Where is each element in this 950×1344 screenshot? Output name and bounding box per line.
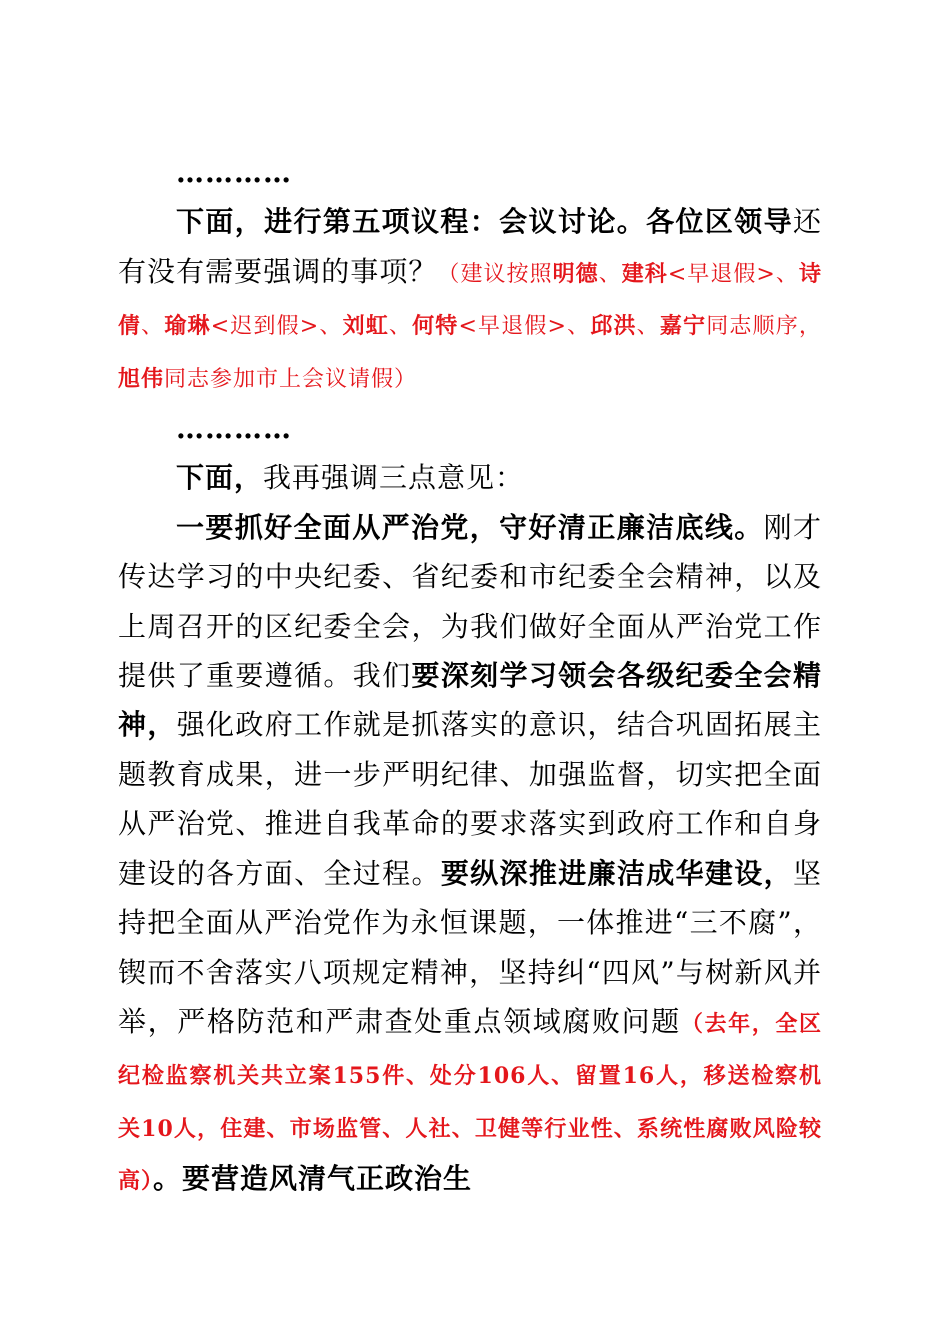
point-one-text-3: 坚持把全面从严治党作为永恒课题，一体推进“三不腐”，锲而不舍落实八项规定精神，坚持纠“四风”与树新风并举，严格防范和严肃查处重点领域腐败问题	[118, 856, 822, 1038]
speaker-order-note-segment: 刘虹	[342, 313, 389, 340]
point-one-bold-3: 。要营造风清气正政治生	[153, 1162, 473, 1196]
intro-lead: 下面，	[176, 461, 264, 495]
point-one-bold-1: 要深刻学习领会各级纪委全会精神，	[118, 659, 822, 742]
paragraph-point-one	[118, 503, 822, 1207]
speaker-order-note-segment: 、	[141, 314, 165, 340]
speaker-order-note-segment: 明德	[552, 260, 599, 287]
speaker-order-note-segment: 、	[598, 261, 622, 287]
speaker-order-note-segment: <早退假>、	[667, 261, 799, 287]
agenda-lead: 下面，进行第五项议程：会议讨论。各位区领导	[176, 205, 793, 239]
speaker-order-note-segment: 、	[636, 314, 660, 340]
agenda-question: 还有没有需要强调的事项？	[118, 205, 822, 288]
speaker-order-note-segment: 旭伟	[118, 365, 165, 392]
speaker-order-note-segment: 嘉宁	[659, 313, 707, 340]
speaker-order-note-segment: 建科	[621, 260, 668, 287]
paragraph-agenda-discussion	[118, 197, 822, 404]
point-one-bold-2: 要纵深推进廉洁成华建设，	[440, 856, 793, 890]
speaker-order-note-segment: （建议按照	[437, 261, 553, 287]
speaker-order-note-segment: <早退假>、	[458, 314, 591, 340]
paragraph-intro-three-points	[118, 453, 822, 502]
speaker-order-note-segment: 同志顺序，	[706, 314, 822, 340]
point-one-text-1: 刚才传达学习的中央纪委、省纪委和市纪委全会精神，以及上周召开的区纪委全会，为我们做好全面从严治党工作提供了重要遵循。我们	[118, 510, 822, 693]
speaker-order-note-segment: 、	[388, 314, 413, 340]
speaker-order-note-segment: 邱洪	[590, 313, 637, 340]
speaker-order-note-segment: 瑜琳	[164, 313, 211, 340]
point-one-heading: 一要抓好全面从严治党，守好清正廉洁底线。	[176, 510, 764, 544]
intro-text: 我再强调三点意见：	[263, 461, 525, 495]
speaker-order-note-segment: <迟到假>、	[210, 314, 343, 340]
ellipsis-line: …………	[176, 412, 292, 446]
speaker-order-note-segment: 何特	[412, 313, 459, 340]
speaker-order-note-segment: 诗倩	[118, 260, 822, 340]
point-one-text-2: 强化政府工作就是抓落实的意识，结合巩固拓展主题教育成果，进一步严明纪律、加强监督，切实把全面从严治党、推进自我革命的要求落实到政府工作和自身建设的各方面、全过程。	[118, 708, 822, 890]
statistics-note: （去年，全区纪检监察机关共立案155件、处分106人、留置16人，移送检察机关10人，住建、市场监管、人社、卫健等行业性、系统性腐败风险较高）	[118, 1010, 822, 1195]
speaker-order-note-segment: 同志参加市上会议请假）	[164, 366, 418, 392]
ellipsis-line: …………	[176, 156, 292, 189]
document-page	[118, 148, 822, 1207]
